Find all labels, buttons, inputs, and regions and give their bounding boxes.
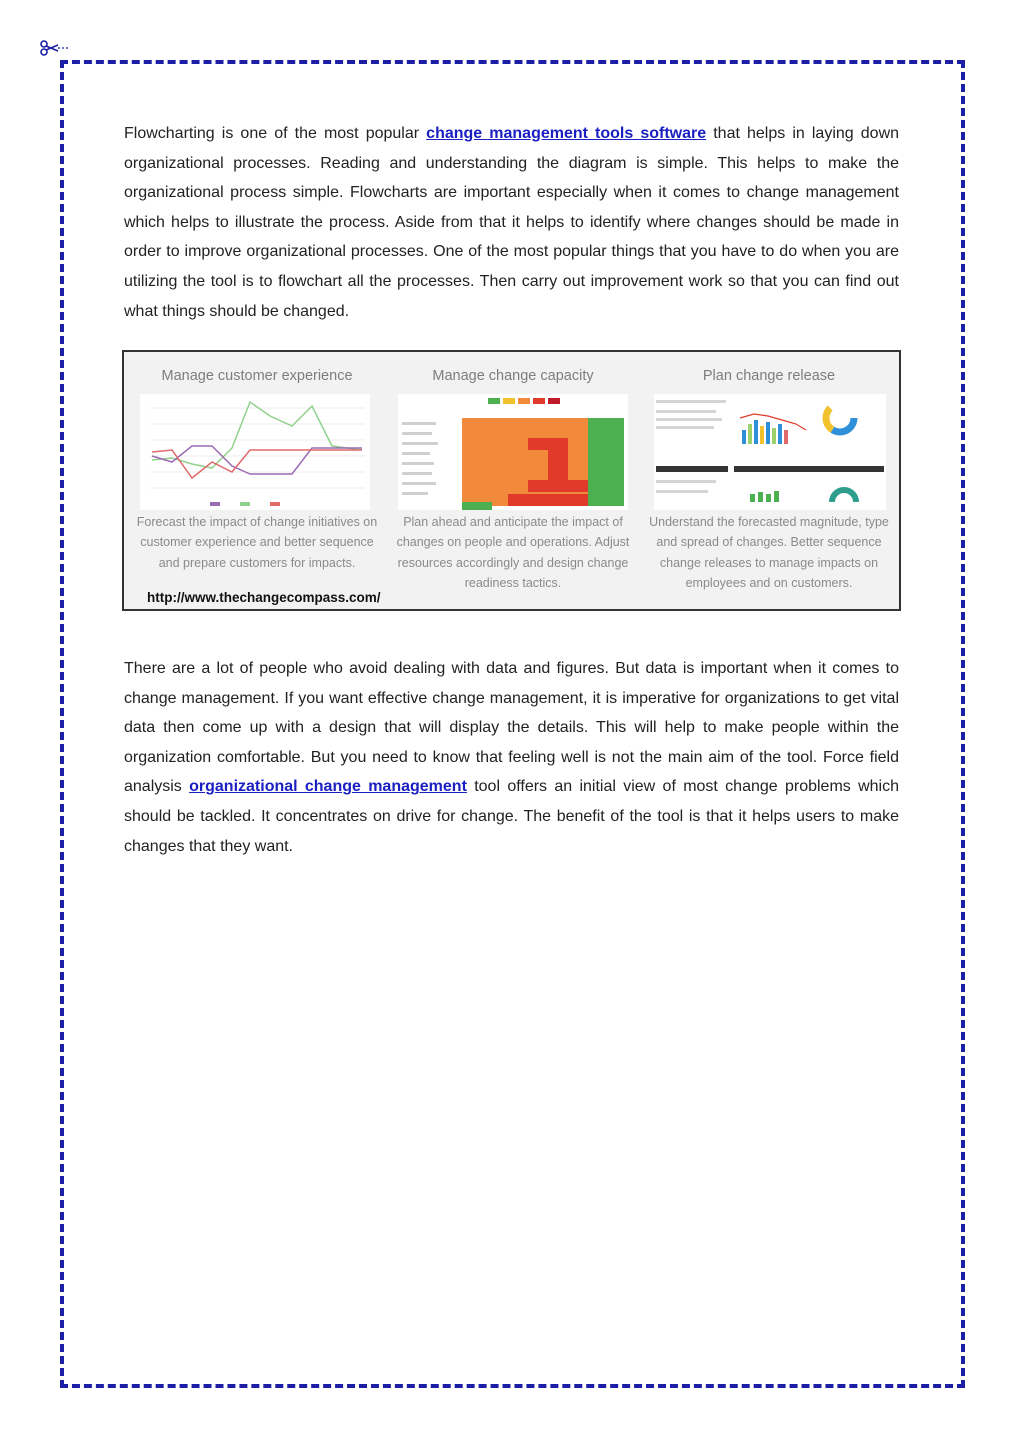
scissors-icon <box>38 38 70 58</box>
paragraph-1-text-start: Flowcharting is one of the most popular <box>124 125 427 142</box>
dashboard-table-top-left <box>656 400 726 429</box>
paragraph-1-text-end: that helps in laying down organizational processes. Reading and understanding the diagram is simple. This helps to make the organizational process simple. Flowcharts are important especially when it comes to change management which helps to illustrate the process. Aside from that it helps to identify where changes should be made in order to improve organizational processes. One of the most popular things that you have to do when you are utilizing the tool is to flowchart all the processes. Then carry out improvement work so that you can find out what things should be changed. <box>124 125 900 320</box>
paragraph-force-field-analysis <box>124 654 899 861</box>
chart-legend <box>210 502 280 506</box>
dashboard-header-bar-right <box>734 466 884 472</box>
paragraph-2-text-start: There are a lot of people who avoid dealing with data and figures. But data is important when it comes to change management. If you want effective change management, it is imperative for organizations to get vital data then come up with a design that will display the details. This will help to make people within the organization comfortable. But you need to know that feeling well is not the main aim of the tool. Force field analysis <box>124 660 899 796</box>
heatmap-row-labels <box>402 422 438 495</box>
dashboard-table-bottom-left <box>656 480 716 493</box>
heatmap-cells <box>462 418 624 510</box>
panel-caption-customer-experience: Forecast the impact of change initiatives on customer experience and better sequence and prepare customers for impacts. <box>136 515 378 570</box>
series-green-line <box>152 402 362 468</box>
change-compass-figure <box>122 350 901 611</box>
customer-experience-line-chart <box>140 394 370 510</box>
change-management-tools-software-link[interactable]: change management tools software <box>426 125 707 142</box>
paragraph-2-text-end: tool offers an initial view of most change problems which should be tackled. It concentrates on drive for change. The benefit of the tool is that it helps users to make changes that they want. <box>124 778 899 855</box>
panel-title-customer-experience: Manage customer experience <box>161 368 353 384</box>
paragraph-flowcharting <box>124 119 899 326</box>
dashboard-stacked-bars <box>742 420 788 444</box>
heatmap-legend <box>488 398 560 404</box>
dashboard-gauge <box>832 490 856 502</box>
change-release-dashboard <box>654 394 886 510</box>
figure-source-url: http://www.thechangecompass.com/ <box>147 590 381 605</box>
panel-caption-change-capacity: Plan ahead and anticipate the impact of changes on people and operations. Adjust resources accordingly and design change readiness tactics. <box>396 515 630 590</box>
panel-title-change-release: Plan change release <box>702 368 836 384</box>
panel-caption-change-release: Understand the forecasted magnitude, type and spread of changes. Better sequence change releases to manage impacts on employees and on customers. <box>649 515 889 590</box>
dashboard-header-bar-left <box>656 466 728 472</box>
organizational-change-management-link[interactable]: organizational change management <box>189 778 467 796</box>
panel-title-change-capacity: Manage change capacity <box>432 368 594 384</box>
change-capacity-heatmap <box>398 394 628 510</box>
dashboard-mini-bars <box>750 491 779 502</box>
